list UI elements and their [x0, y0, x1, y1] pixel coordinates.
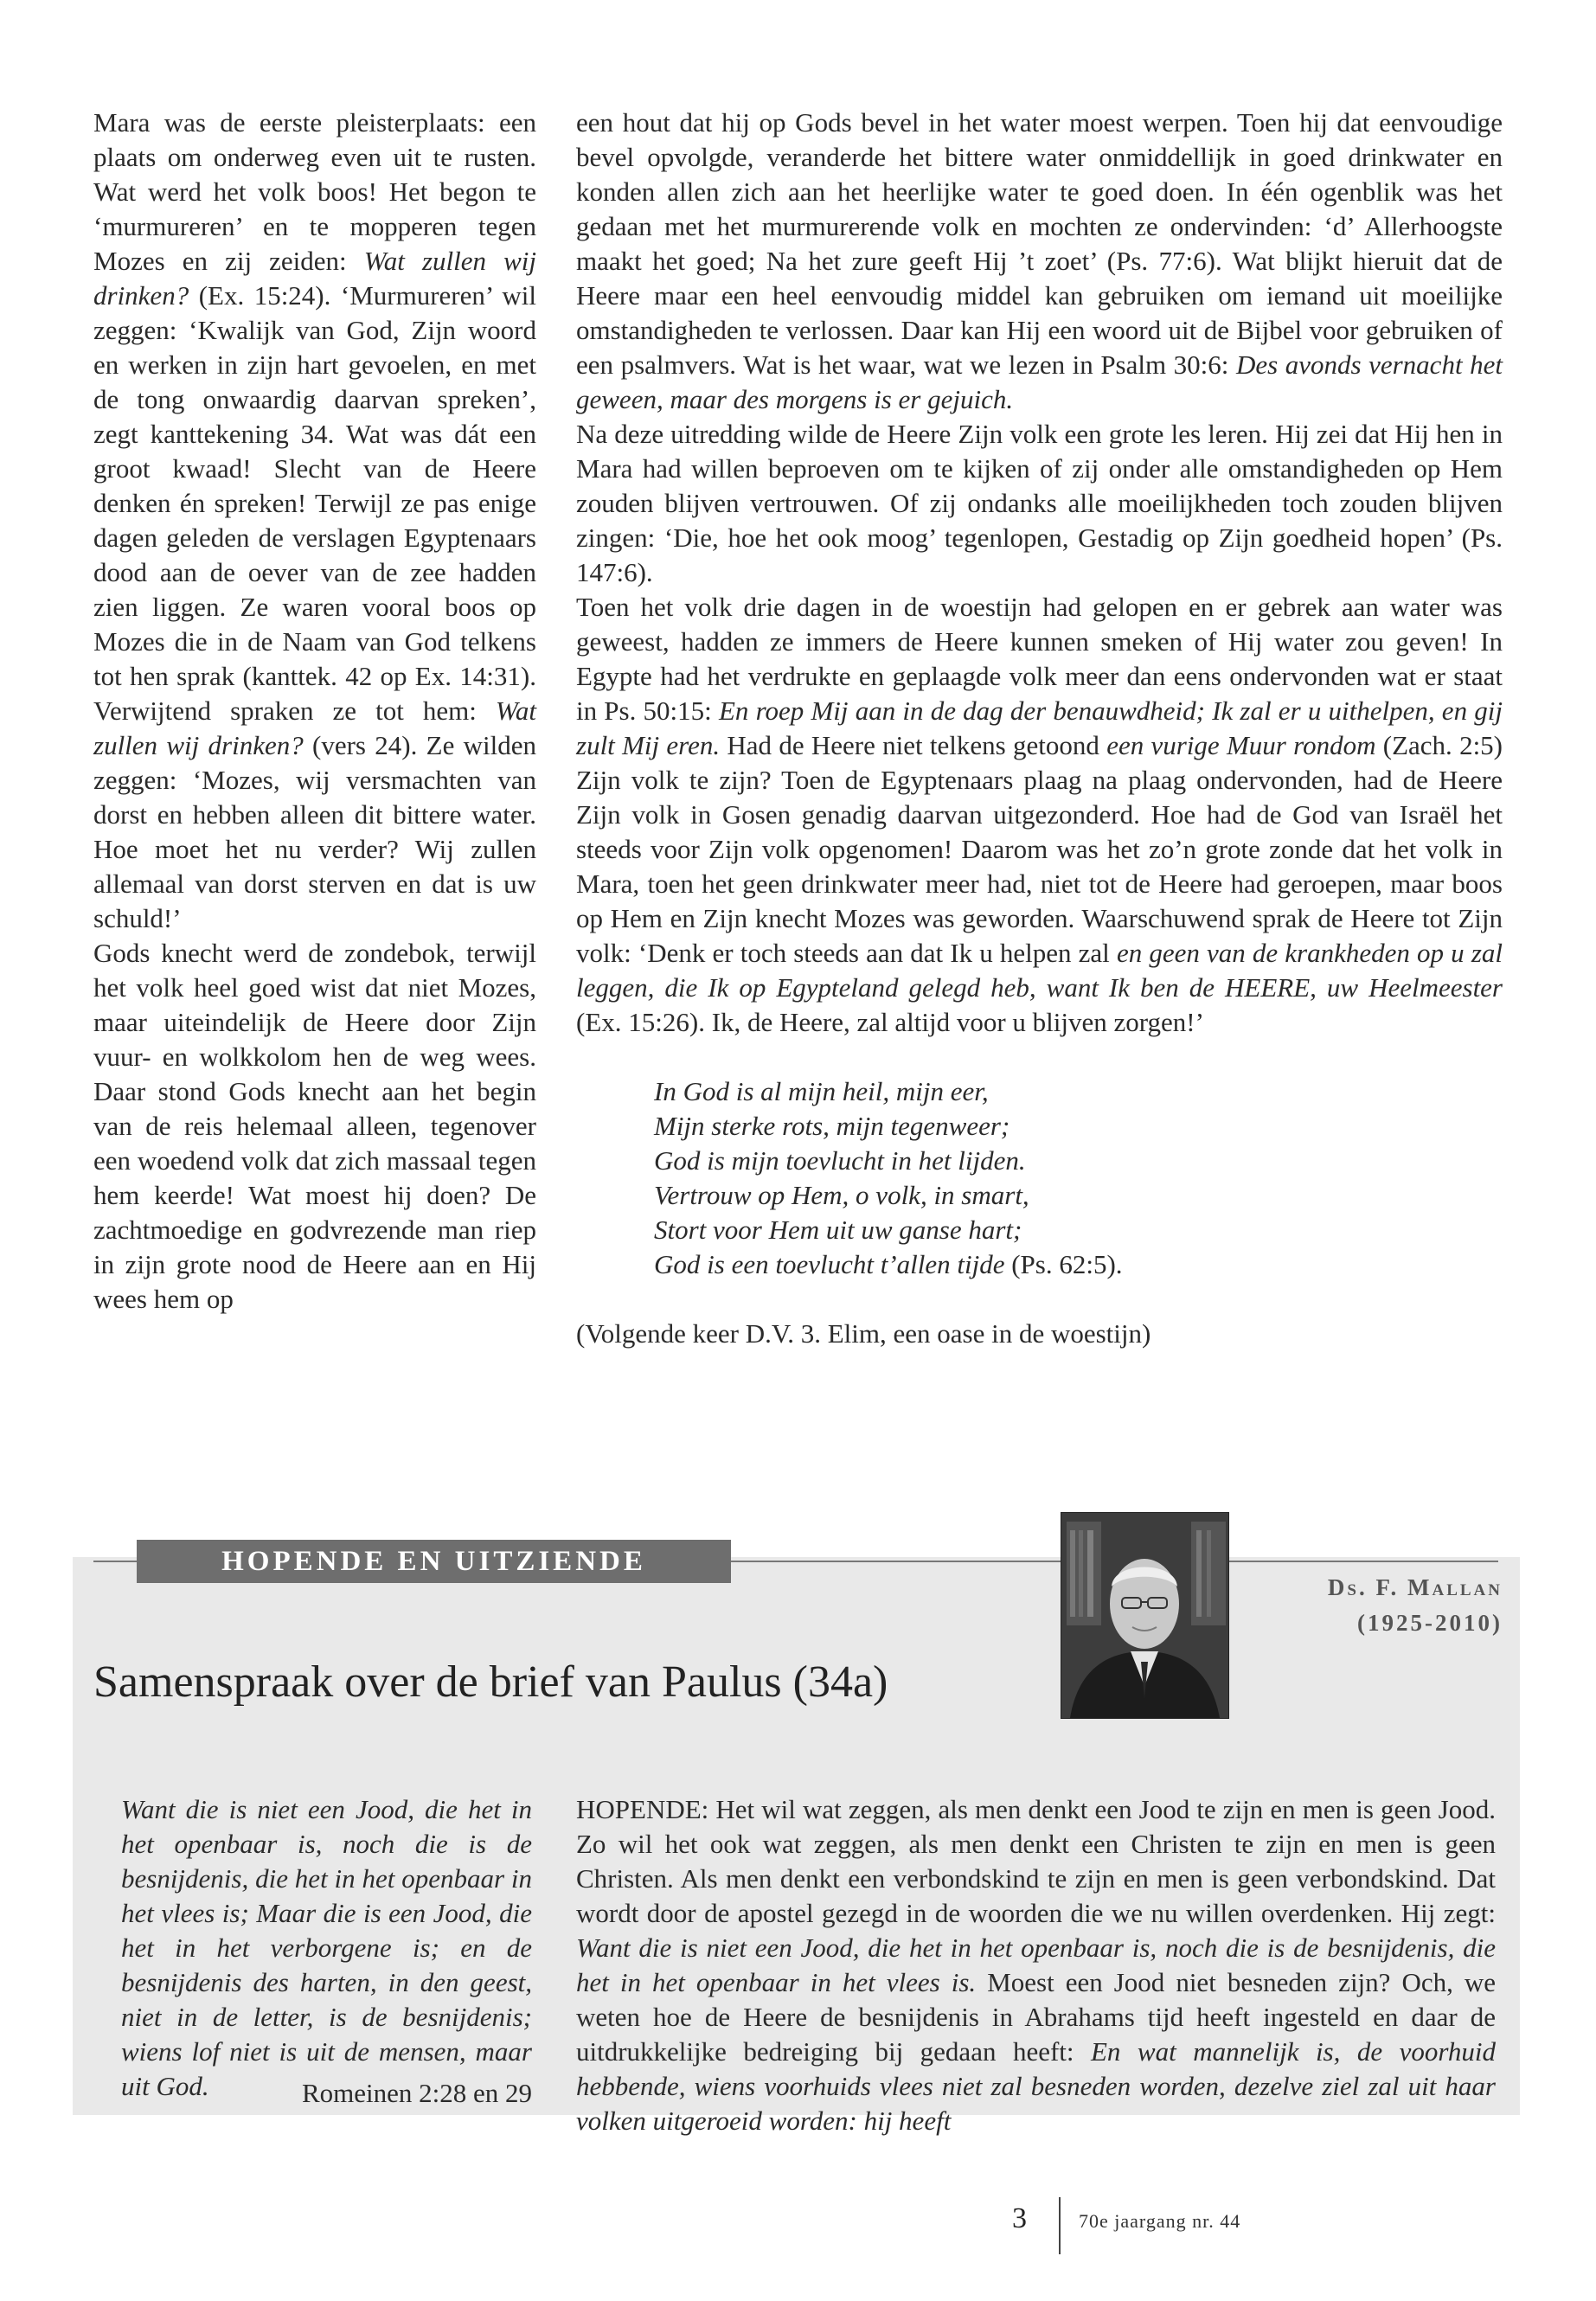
author-years: (1925-2010)	[1357, 1610, 1503, 1636]
author-byline	[1328, 1570, 1503, 1641]
article-column-left	[93, 106, 536, 1317]
section-label: HOPENDE EN UITZIENDE	[137, 1540, 731, 1583]
next-episode-note: (Volgende keer D.V. 3. Elim, een oase in de woestijn)	[576, 1318, 1151, 1349]
paragraph: Na deze uitredding wilde de Heere Zijn volk een grote les leren. Hij zei dat Hij hen in Mara had willen beproeven om te kijken of zij onder alle omstandigheden op Hem zouden blijven vertrouwen. Of zij ondanks alle moeilijkheden toch zouden blijven zingen: ‘Die, hoe het ook moog’ tegenlopen, Gestadig op Zijn goedheid hopen’ (Ps. 147:6).	[576, 419, 1503, 587]
article-column-right	[576, 106, 1503, 1351]
author-photo	[1061, 1512, 1229, 1719]
paragraph: Mara was de eerste pleisterplaats: een plaats om onderweg even uit te rusten. Wat werd het volk boos! Het begon te ‘murmureren’ en te mopperen tegen Mozes en zij zeiden: Wat zullen wij drinken? (Ex. 15:24). ‘Murmureren’ wil zeggen: ‘Kwalijk van God, Zijn woord en werken in zijn hart gevoelen, en met de tong onwaardig daarvan spreken’, zegt kanttekening 34. Wat was dát een groot kwaad! Slecht van de Heere denken én spreken! Terwijl ze pas enige dagen geleden de verslagen Egyptenaars dood aan de oever van de zee hadden zien liggen. Ze waren vooral boos op Mozes die in de Naam van God telkens tot hen sprak (kanttek. 42 op Ex. 14:31). Verwijtend spraken ze tot hem: Wat zullen wij drinken? (vers 24). Ze wilden zeggen: ‘Mozes, wij versmachten van dorst en hebben alleen dit bittere water. Hoe moet het nu verder? Wij zullen allemaal van dorst sterven en dat is uw schuld!’	[93, 107, 536, 933]
scripture-quote: Want die is niet een Jood, die het in het openbaar is, noch die is de besnijdenis, die het in het openbaar in het vlees is; Maar die is een Jood, die het in het verborgene is; en de besnijdenis des harten, in den geest, niet in de letter, is de besnijdenis; wiens lof niet is uit de mensen, maar uit God.	[121, 1794, 532, 2101]
psalm-line: God is mijn toevlucht in het lijden.	[654, 1145, 1026, 1176]
page-number: 3	[1012, 2202, 1027, 2234]
paragraph: een hout dat hij op Gods bevel in het water moest werpen. Toen hij dat eenvoudige bevel opvolgde, veranderde het bittere water onmiddellijk in goed drinkwater en konden allen zich aan het heerlijke water te goed doen. In één ogenblik was het gedaan met het murmurerende volk en mochten ze ondervinden: ‘d’ Allerhoogste maakt het goed; Na het zure geeft Hij ’t zoet’ (Ps. 77:6). Wat blijkt hieruit dat de Heere maar een heel eenvoudig middel kan gebruiken om iemand uit moeilijke omstandigheden te verlossen. Daar kan Hij een woord uit de Bijbel voor gebruiken of een psalmvers. Wat is het waar, wat we lezen in Psalm 30:6: Des avonds vernacht het geween, maar des morgens is er gejuich.	[576, 107, 1503, 414]
author-portrait-illustration	[1061, 1513, 1228, 1718]
psalm-line: Mijn sterke rots, mijn tegenweer;	[654, 1111, 1010, 1141]
scripture-reference: Romeinen 2:28 en 29	[301, 2078, 532, 2108]
psalm-line: Vertrouw op Hem, o volk, in smart,	[654, 1180, 1029, 1210]
paragraph: Gods knecht werd de zondebok, terwijl het volk heel goed wist dat niet Mozes, maar uiteindelijk de Heere door Zijn vuur- en wolkkolom hen de weg wees. Daar stond Gods knecht aan het begin van de reis helemaal alleen, tegenover een woedend volk dat zich massaal tegen hem keerde! Wat moest hij doen? De zachtmoedige en godvrezende man riep in zijn grote nood de Heere aan en Hij wees hem op	[93, 938, 536, 1314]
psalm-reference: (Ps. 62:5).	[1004, 1249, 1123, 1279]
issue-info: 70e jaargang nr. 44	[1079, 2210, 1241, 2232]
dialogue-column	[576, 1792, 1496, 2138]
paragraph: HOPENDE: Het wil wat zeggen, als men denkt een Jood te zijn en men is geen Jood. Zo wil het ook wat zeggen, als men denkt een Christen te zijn en men is geen Christen. Als men denkt een verbondskind te zijn en men is geen verbondskind. Dat wordt door de apostel gezegd in de woorden die we nu willen overdenken. Hij zegt: Want die is niet een Jood, die het in het openbaar is, noch die is de besnijdenis, die het in het openbaar in het vlees is. Moest een Jood niet besneden zijn? Och, we weten hoe de Heere de besnijdenis in Abrahams tijd heeft ingesteld en daar de uitdrukkelijke bedreiging bij gedaan heeft: En wat mannelijk is, de voorhuid hebbende, wiens voorhuids vlees niet zal besneden worden, dezelve ziel zal uit haar volken uitgeroeid worden: hij heeft	[576, 1794, 1497, 2136]
article-title: Samenspraak over de brief van Paulus (34a)	[93, 1657, 888, 1707]
psalm-line: Stort voor Hem uit uw ganse hart;	[654, 1215, 1022, 1245]
author-name: Ds. F. Mallan	[1327, 1574, 1503, 1600]
footer-divider	[1059, 2197, 1061, 2254]
paragraph: Toen het volk drie dagen in de woestijn had gelopen en er gebrek aan water was geweest, hadden ze immers de Heere kunnen smeken of Hij water zou geven! In Egypte had het verdrukte en geplaagde volk meer dan eens ondervonden wat er staat in Ps. 50:15: En roep Mij aan in de dag der benauwdheid; Ik zal er u uithelpen, en gij zult Mij eren. Had de Heere niet telkens getoond een vurige Muur rondom (Zach. 2:5) Zijn volk te zijn? Toen de Egyptenaars plaag na plaag ondervonden, had de Heere Zijn volk in Gosen genadig daarvan uitgezonderd. Hoe had de God van Israël het steeds voor Zijn volk opgenomen! Daarom was het zo’n grote zonde dat het volk in Mara, toen het geen drinkwater meer had, niet tot de Heere had geroepen, maar boos op Hem en Zijn knecht Mozes was geworden. Waarschuwend sprak de Heere tot Zijn volk: ‘Denk er toch steeds aan dat Ik u helpen zal en geen van de krankheden op u zal leggen, die Ik op Egypteland gelegd heb, want Ik ben de HEERE, uw Heelmeester (Ex. 15:26). Ik, de Heere, zal altijd voor u blijven zorgen!’	[576, 592, 1503, 1037]
psalm-line: In God is al mijn heil, mijn eer,	[654, 1076, 989, 1106]
psalm-line-last: God is een toevlucht t’allen tijde (Ps. 62:5).	[654, 1249, 1123, 1279]
psalm-verse	[654, 1040, 1503, 1282]
